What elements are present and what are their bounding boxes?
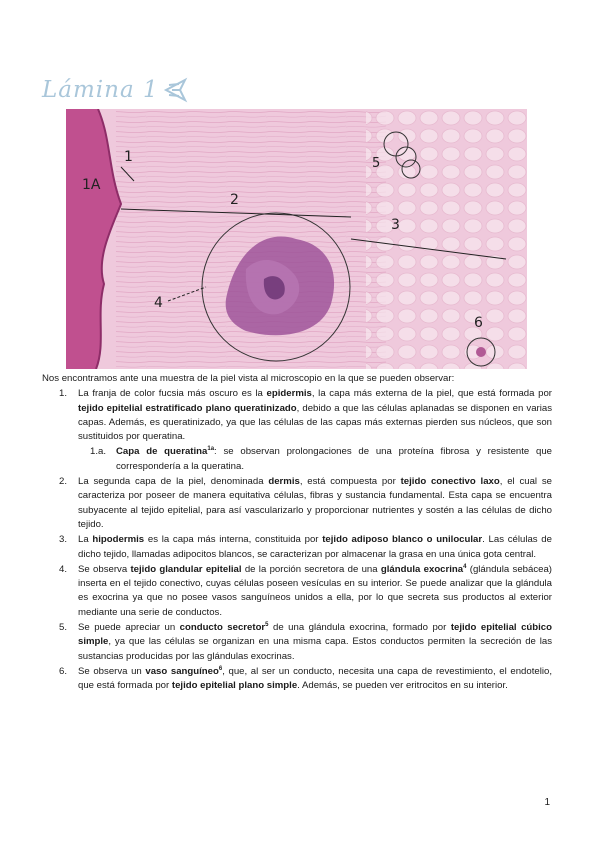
text-span: La segunda capa de la piel, denominada	[78, 476, 269, 488]
sub-item-number: 1.a.	[90, 446, 107, 458]
list-item	[42, 665, 552, 694]
list-item-number: 6.	[59, 665, 68, 677]
reference-sup: 1a	[207, 446, 215, 453]
bold-term: tejido adiposo blanco o unilocular	[322, 534, 483, 546]
text-span: La	[78, 534, 93, 546]
text-span: . Las células de dicho tejido, llamadas adipocitos blancos, se caracterizan por almacenar la grasa en una única gota central.	[78, 534, 552, 560]
figure-label-3: 3	[391, 217, 400, 233]
bold-term: conducto secretor	[179, 622, 266, 634]
bold-term: tejido epitelial plano simple	[171, 680, 298, 692]
page-number: 1	[544, 797, 550, 808]
figure-label-4: 4	[154, 295, 163, 311]
list-item-number: 5.	[59, 622, 68, 634]
text-span: Se observa un	[78, 665, 146, 677]
bold-term: hipodermis	[92, 534, 145, 546]
bold-term: dermis	[268, 476, 300, 488]
text-span: Se puede apreciar un	[78, 622, 180, 634]
bold-term: Capa de queratina	[116, 446, 208, 458]
list-item-number: 2.	[59, 476, 68, 488]
observation-list	[42, 387, 552, 693]
reference-sup: 5	[265, 621, 269, 628]
list-item	[42, 621, 552, 664]
bold-term: glándula exocrina	[380, 563, 464, 575]
title-text: Lámina 1	[42, 77, 159, 103]
reference-sup: 4	[463, 563, 467, 570]
text-span: , el cual se caracteriza por poseer de manera equitativa células, fibras y sustancia fundamental. Esta capa se encuentra subyacente al tejido epitelial, para así vascularizarlo y proporcionar nutrientes y sostén a las células de dicho tejido.	[78, 476, 552, 530]
page-title	[42, 70, 189, 110]
figure-label-1a: 1A	[82, 177, 101, 193]
text-span: de la porción secretora de una	[241, 563, 381, 575]
list-item	[42, 533, 552, 562]
text-span: Se observa	[78, 563, 131, 575]
text-span: de una glándula exocrina, formado por	[268, 622, 451, 634]
list-item-number: 3.	[59, 534, 68, 546]
figure-label-6: 6	[474, 315, 483, 331]
reference-sup: 6	[218, 665, 223, 672]
figure-label-1: 1	[124, 149, 133, 165]
text-span: . Además, se pueden ver eritrocitos en su interior.	[297, 680, 508, 692]
sub-item	[78, 445, 552, 474]
text-span: es la capa más interna, constituida por	[144, 534, 323, 546]
bold-term: tejido epitelial estratificado plano queratinizado	[78, 402, 297, 414]
micrograph-figure	[66, 109, 527, 369]
text-span: La franja de color fucsia más oscuro es la	[78, 388, 267, 400]
text-span: , está compuesta por	[299, 476, 401, 488]
text-span: : se observan prolongaciones de una proteína fibrosa y resistente que correspondería a la queratina.	[116, 446, 552, 472]
list-item	[42, 563, 552, 620]
intro-text: Nos encontramos ante una muestra de la piel vista al microscopio en la que se pueden observar:	[42, 373, 455, 384]
figure-label-2: 2	[230, 192, 239, 208]
text-span: , la capa más externa de la piel, que está formada por	[311, 388, 552, 400]
list-item	[42, 387, 552, 474]
bold-term: tejido glandular epitelial	[130, 563, 242, 575]
bold-term: epidermis	[266, 388, 312, 400]
text-span: , que, al ser un conducto, necesita una capa de revestimiento, el endotelio, que está formada por	[78, 665, 552, 692]
text-span: (glándula sebácea) inserta en el tejido conectivo, cuyas células poseen vesículas en su interior. Se puede analizar que la glándula es exocrina ya que no posee vasos sanguíneos unidos a ella, por lo que secreta sus productos al exterior mediante una serie de conductos.	[78, 563, 552, 618]
list-item-number: 4.	[59, 563, 68, 575]
list-item-number: 1.	[59, 388, 68, 400]
bold-term: tejido epitelial cúbico simple	[78, 622, 552, 648]
document-body	[42, 372, 552, 695]
bold-term: vaso sanguíneo	[145, 665, 219, 677]
micrograph-image	[66, 109, 527, 369]
figure-label-5: 5	[372, 156, 381, 171]
fish-doodle-icon	[163, 76, 189, 104]
bold-term: tejido conectivo laxo	[400, 476, 500, 488]
text-span: , ya que las células se organizan en una misma capa. Estos conductos permiten la secreción de las sustancias producidas por las glándulas exocrinas.	[78, 636, 552, 662]
list-item	[42, 475, 552, 532]
text-span: , debido a que las células aplanadas se disponen en varias capas. Además, es queratinizado, ya que las células de las capas más externas pierden sus núcleos, que son sustituidos por queratina.	[78, 402, 552, 443]
